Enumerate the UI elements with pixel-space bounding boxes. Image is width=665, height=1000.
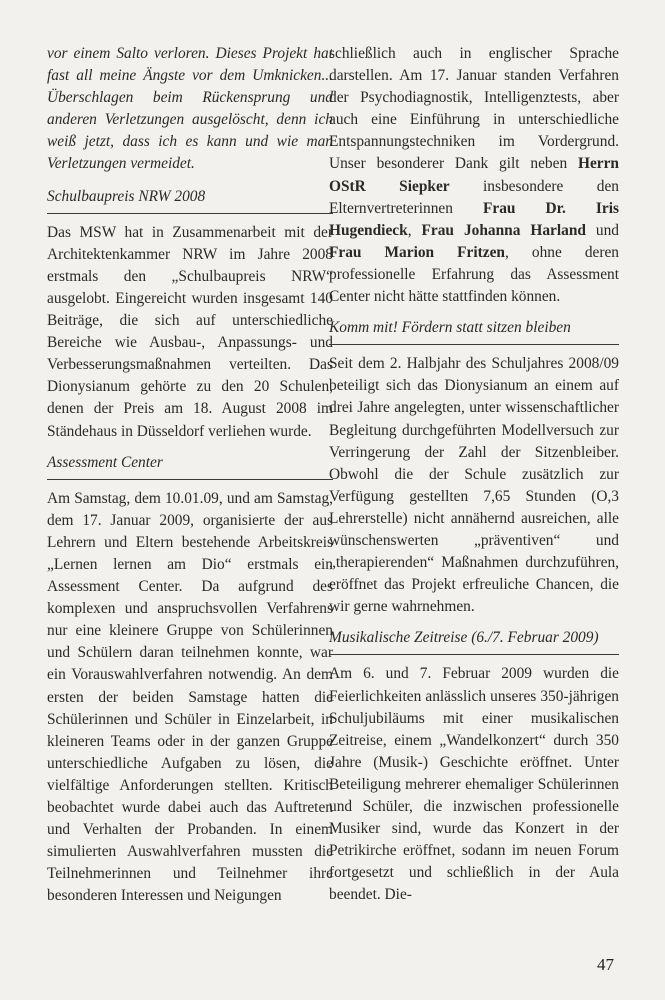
- name-fritzen: Frau Marion Fritzen: [329, 243, 505, 261]
- paragraph-komm-mit: Seit dem 2. Halbjahr des Schuljahres 2008/09 beteiligt sich das Dionysianum an einem auf drei Jahre angelegten, unter wissenschaftlicher Begleitung durchgeführten Modellversuch zur Verringerung der Zahl der Sitzenbleiber. Obwohl die der Schule zusätzlich zur Verfügung gestellten 7,65 Stunden (O,3 Lehrerstelle) nicht annähernd ausreichen, alle wünschenswerten „präventiven“ und „therapierenden“ Maßnahmen durchzuführen, eröffnet das Projekt erfreuliche Chancen, die wir gerne wahrnehmen.: [329, 355, 619, 616]
- heading-schulbaupreis: Schulbaupreis NRW 2008: [47, 187, 206, 205]
- heading-rule: [47, 213, 333, 214]
- heading-rule: [329, 654, 619, 655]
- heading-musikalische-zeitreise: Musikalische Zeitreise (6./7. Februar 2009): [329, 629, 599, 647]
- name-hugendieck: Frau Dr. Iris Hugendieck: [329, 199, 620, 239]
- paragraph-assessment-continued: [329, 43, 619, 308]
- right-column: [329, 43, 619, 906]
- paragraph-assessment-center: Am Samstag, dem 10.01.09, und am Samstag, dem 17. Januar 2009, organisierte der aus Lehrern und Eltern bestehende Arbeitskreis „Lernen lernen am Dio“ erstmals ein Assessment Center. Da aufgrund des komplexen und anspruchsvollen Verfahrens nur eine kleinere Gruppe von Schülerinnen und Schülern daran teilnehmen konnte, war ein Vorauswahlverfahren notwendig. An dem ersten der beiden Samstage hatten die Schülerinnen und Schüler in Einzelarbeit, in kleineren Teams oder in der ganzen Gruppe unterschiedliche Aufgaben zu lösen, die vielfältige Anforderungen stellten. Kritisch beobachtet wurde dabei auch das Auftreten und Verhalten der Probanden. In einem simulierten Auswahlverfahren mussten die Teilnehmerinnen und Teilnehmer ihre besonderen Interessen und Neigungen: [47, 489, 333, 905]
- text-span: insbesondere den Elternvertreterinnen: [329, 177, 619, 217]
- heading-assessment-center: Assessment Center: [47, 453, 163, 471]
- heading-komm-mit: Komm mit! Fördern statt sitzen bleiben: [329, 319, 571, 337]
- text-span: und: [585, 221, 619, 239]
- text-span: schließlich auch in englischer Sprache darstellen. Am 17. Januar standen Verfahren der Psychodiagnostik, Intelligenztests, aber auch eine Einführung in unterschiedliche Entspannungstechniken im Vordergrund. Unser besonderer Dank gilt neben: [329, 45, 619, 173]
- heading-rule: [329, 344, 619, 345]
- text-span: ,: [407, 221, 422, 239]
- page-number: 47: [597, 955, 614, 974]
- paragraph-musikalische-zeitreise: Am 6. und 7. Februar 2009 wurden die Feierlichkeiten anlässlich unseres 350-jährigen Schuljubiläums mit einer musikalischen Zeitreise, einem „Wandelkonzert“ durch 350 Jahre (Musik-) Geschichte eröffnet. Unter Beteiligung mehrerer ehemaliger Schülerinnen und Schüler, die inzwischen professionelle Musiker sind, wurde das Konzert in der Petrikirche eröffnet, sodann im neuen Forum fortgesetzt und schließlich in der Aula beendet. Die-: [329, 665, 619, 904]
- name-siepker: Herrn OStR Siepker: [329, 155, 619, 195]
- left-column: [47, 43, 333, 907]
- heading-rule: [47, 479, 333, 480]
- name-harland: Frau Johanna Harland: [421, 221, 586, 239]
- intro-quote: vor einem Salto verloren. Dieses Projekt hat fast all meine Ängste vor dem Umknicken... Überschlagen beim Rückensprung und anderen Verletzungen ausgelöscht, denn ich weiß jetzt, dass ich es kann und wie man Verletzungen vermeidet.: [47, 45, 333, 173]
- paragraph-schulbaupreis: Das MSW hat in Zusammenarbeit mit der Architektenkammer NRW im Jahre 2008 erstmals den „Schulbaupreis NRW“ ausgelobt. Eingereicht wurden insgesamt 140 Beiträge, die sich auf unterschiedliche Bereiche wie Ausbau-, Anpassungs- und Verbesserungsmaßnahmen verteilten. Das Dionysianum gehörte zu den 20 Schulen, denen der Preis am 18. August 2008 im Ständehaus in Düsseldorf verliehen wurde.: [47, 223, 333, 440]
- text-span: , ohne deren professionelle Erfahrung das Assessment Center nicht hätte stattfinden können.: [329, 243, 620, 306]
